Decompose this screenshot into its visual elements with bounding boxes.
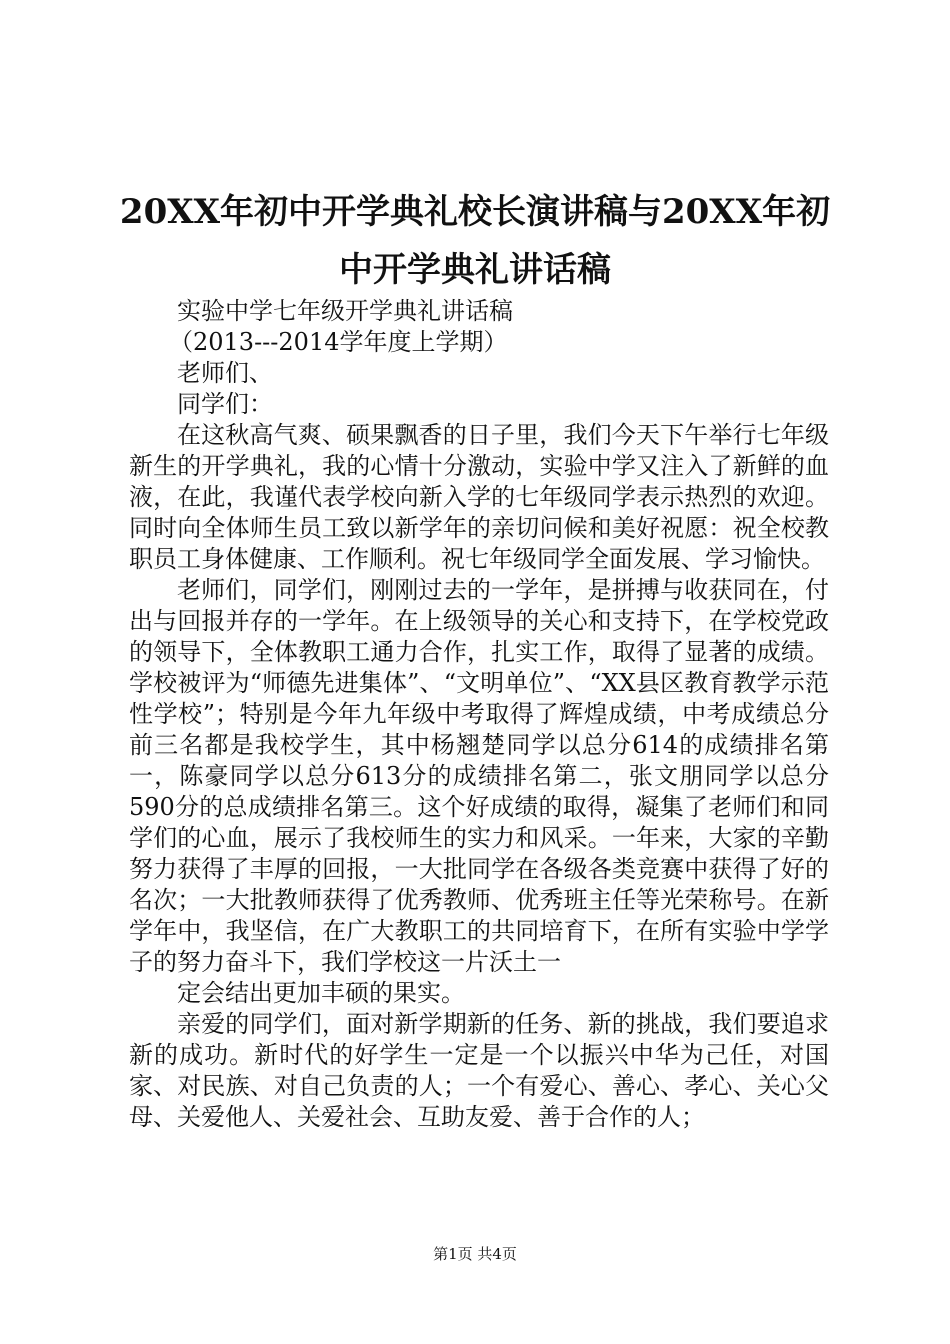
document-body — [129, 296, 829, 1133]
page-number: 第1页 共4页 — [433, 1245, 517, 1263]
speech-subtitle: 实验中学七年级开学典礼讲话稿 — [177, 297, 513, 325]
paragraph-achievements: 老师们，同学们，刚刚过去的一学年，是拼搏与收获同在，付出与回报并存的一学年。在上级领导的关心和支持下，在学校党政的领导下，全体教职工通力合作，扎实工作，取得了显著的成绩。学校被评为“师德先进集体”、“文明单位”、“XX县区教育教学示范性学校”；特别是今年九年级中考取得了辉煌成绩，中考成绩总分前三名都是我校学生，其中杨翘楚同学以总分614的成绩排名第一，陈豪同学以总分613分的成绩排名第二，张文朋同学以总分590分的总成绩排名第三。这个好成绩的取得，凝集了老师们和同学们的心血，展示了我校师生的实力和风采。一年来，大家的辛勤努力获得了丰厚的回报，一大批同学在各级各类竞赛中获得了好的名次；一大批教师获得了优秀教师、优秀班主任等光荣称号。在新学年中，我坚信，在广大教职工的共同培育下，在所有实验中学学子的努力奋斗下，我们学校这一片沃土一 — [129, 576, 829, 976]
paragraph-expectations: 亲爱的同学们，面对新学期新的任务、新的挑战，我们要追求新的成功。新时代的好学生一定是一个以振兴中华为己任，对国家、对民族、对自己负责的人；一个有爱心、善心、孝心、关心父母、关爱他人、关爱社会、互助友爱、善于合作的人； — [129, 1010, 829, 1131]
paragraph-continuation: 定会结出更加丰硕的果实。 — [177, 979, 465, 1007]
greeting-teachers: 老师们、 — [177, 359, 273, 387]
document-title — [100, 183, 850, 299]
title-line-1: 20XX年初中开学典礼校长演讲稿与20XX年初 — [119, 192, 831, 232]
paragraph-welcome: 在这秋高气爽、硕果飘香的日子里，我们今天下午举行七年级新生的开学典礼，我的心情十分激动，实验中学又注入了新鲜的血液，在此，我谨代表学校向新入学的七年级同学表示热烈的欢迎。同时向全体师生员工致以新学年的亲切问候和美好祝愿：祝全校教职员工身体健康、工作顺利。祝七年级同学全面发展、学习愉快。 — [129, 421, 829, 573]
greeting-students: 同学们： — [177, 390, 273, 418]
school-term: （2013---2014学年度上学期） — [169, 328, 508, 356]
title-line-2: 中开学典礼讲话稿 — [339, 250, 611, 290]
